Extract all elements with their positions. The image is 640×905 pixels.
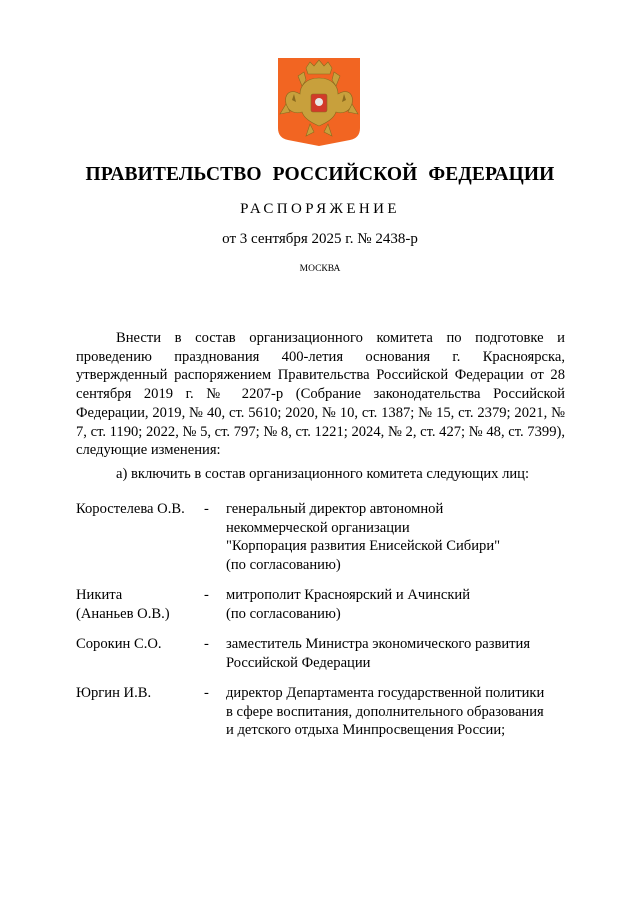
member-position: директор Департамента государственной политики в сфере воспитания, дополнительного образования и детского отдыха Минпросвещения России; — [226, 685, 545, 739]
coat-of-arms-icon — [276, 56, 362, 148]
member-row — [76, 635, 576, 684]
subpoint-a: а) включить в состав организационного комитета следующих лиц: — [116, 466, 530, 482]
member-row — [76, 500, 576, 586]
member-row — [76, 586, 576, 635]
member-name: Коростелева О.В. — [76, 501, 185, 517]
member-name: Сорокин С.О. — [76, 636, 162, 652]
members-list — [76, 500, 576, 744]
member-position: заместитель Министра экономического развития Российской Федерации — [226, 636, 531, 671]
member-name: Юргин И.В. — [76, 685, 152, 701]
member-position: митрополит Красноярский и Ачинский (по согласованию) — [226, 587, 471, 622]
page-title: ПРАВИТЕЛЬСТВО РОССИЙСКОЙ ФЕДЕРАЦИИ — [85, 164, 555, 185]
member-row — [76, 684, 576, 744]
member-dash: - — [204, 587, 209, 603]
intro-paragraph: Внести в состав организационного комитета по подготовке и проведению празднования 400-летия основания г. Красноярска, утвержденный распоряжением Правительства Российской Федерации от 28 сентября 2019 г. № 2207-р (Собрание законодательства Российской Федерации, 2019, № 40, ст. 5610; 2020, № 10, ст. 1387; № 15, ст. 2379; 2021, № 7, ст. 1190; 2022, № 5, ст. 797; № 8, ст. 1221; 2024, № 2, ст. 427; № 48, ст. 7399), следующие изменения: — [76, 330, 565, 459]
member-dash: - — [204, 636, 209, 652]
member-position: генеральный директор автономной некоммерческой организации "Корпорация развития Енисейской Сибири" (по согласованию) — [226, 501, 501, 574]
document-type: РАСПОРЯЖЕНИЕ — [240, 201, 400, 217]
member-dash: - — [204, 685, 209, 701]
member-dash: - — [204, 501, 209, 517]
document-city: МОСКВА — [299, 264, 341, 274]
document-date-number: от 3 сентября 2025 г. № 2438-р — [222, 231, 418, 247]
member-name: Никита (Ананьев О.В.) — [76, 587, 170, 622]
